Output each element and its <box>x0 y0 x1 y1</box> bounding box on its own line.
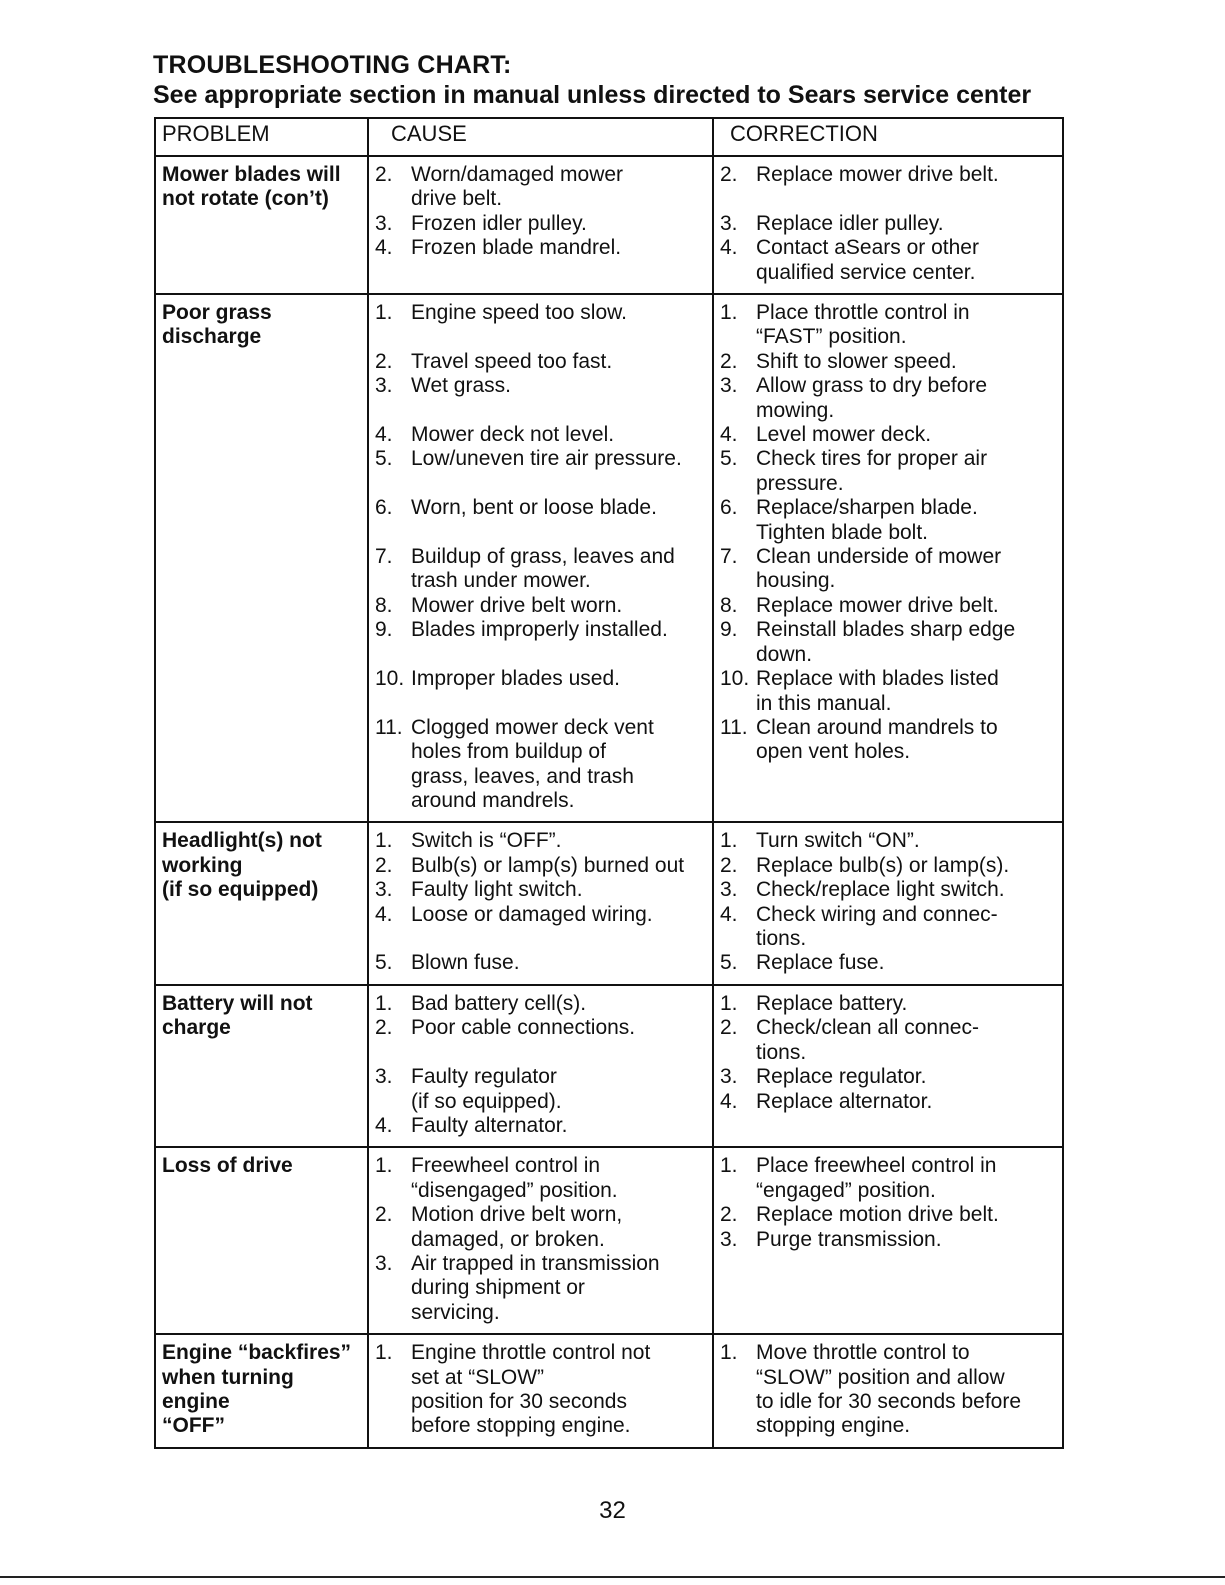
item-number: 5. <box>720 447 738 471</box>
item-text: Place throttle control in “FAST” position. <box>756 301 970 349</box>
correction-item <box>720 1203 1060 1227</box>
item-text: Wet grass. <box>411 374 511 398</box>
header-correction: CORRECTION <box>713 118 1063 156</box>
item-text: Check tires for proper air pressure. <box>756 447 988 495</box>
item-number: 3. <box>720 1065 738 1089</box>
cause-item <box>375 496 710 520</box>
cause-item <box>375 1203 710 1252</box>
item-text: Replace bulb(s) or lamp(s). <box>756 853 1010 877</box>
item-text: Clean around mandrels to open vent holes. <box>756 715 998 764</box>
item-text: Frozen idler pulley. <box>411 211 587 235</box>
item-number: 4. <box>720 902 738 926</box>
cause-item <box>375 545 710 594</box>
item-text: Replace battery. <box>756 991 908 1015</box>
correction-item <box>720 1090 1060 1114</box>
item-number: 1. <box>720 991 738 1015</box>
cause-cell <box>368 1334 713 1448</box>
item-number: 1. <box>375 991 393 1015</box>
item-text: Motion drive belt worn, damaged, or broken. <box>411 1203 623 1251</box>
item-number: 3. <box>720 211 738 235</box>
item-text: Faulty regulator (if so equipped). <box>411 1065 562 1113</box>
item-number: 5. <box>720 951 738 975</box>
correction-item <box>720 423 1060 447</box>
item-number: 2. <box>375 1016 393 1040</box>
item-number: 3. <box>375 1251 393 1275</box>
item-text: Replace mower drive belt. <box>756 593 999 617</box>
item-number: 3. <box>720 878 738 902</box>
cause-item <box>375 618 710 642</box>
item-text: Replace motion drive belt. <box>756 1203 999 1227</box>
cause-item <box>375 350 710 374</box>
item-number: 2. <box>720 853 738 877</box>
item-text: Frozen blade mandrel. <box>411 236 622 260</box>
item-text: Level mower deck. <box>756 423 932 447</box>
problem-cell: Poor grass discharge <box>155 294 368 822</box>
item-number: 2. <box>720 163 738 186</box>
item-number: 4. <box>375 236 393 260</box>
item-number: 4. <box>375 902 393 926</box>
item-text: Mower deck not level. <box>411 423 615 447</box>
correction-item <box>720 667 1060 716</box>
item-text: Replace mower drive belt. <box>756 163 999 186</box>
item-text: Worn, bent or loose blade. <box>411 496 657 520</box>
cause-item <box>375 951 710 975</box>
correction-cell <box>713 985 1063 1147</box>
line-spacer <box>375 927 710 951</box>
item-text: Check/replace light switch. <box>756 878 1005 902</box>
bottom-divider <box>0 1576 1225 1578</box>
item-text: Worn/damaged mower drive belt. <box>411 163 624 211</box>
cause-item <box>375 992 710 1016</box>
chart-subtitle: See appropriate section in manual unless directed to Sears service center <box>153 81 1032 109</box>
correction-item <box>720 951 1060 975</box>
correction-cell <box>713 294 1063 822</box>
correction-item <box>720 1341 1060 1439</box>
item-number: 2. <box>375 1203 393 1227</box>
item-text: Engine throttle control not set at “SLOW” position for 30 seconds before stopping engine. <box>411 1341 651 1438</box>
correction-item <box>720 236 1060 285</box>
problem-cell: Battery will not charge <box>155 985 368 1147</box>
item-number: 1. <box>720 1341 738 1365</box>
cause-item <box>375 423 710 447</box>
cause-item <box>375 594 710 618</box>
item-number: 9. <box>375 618 393 642</box>
item-text: Shift to slower speed. <box>756 349 957 373</box>
item-text: Purge transmission. <box>756 1227 942 1251</box>
item-text: Bad battery cell(s). <box>411 991 587 1015</box>
cause-item <box>375 1154 710 1203</box>
line-spacer <box>375 325 710 349</box>
chart-title: TROUBLESHOOTING CHART: <box>153 51 512 79</box>
line-spacer <box>375 643 710 667</box>
item-number: 2. <box>375 349 393 373</box>
item-text: Air trapped in transmission during shipment or servicing. <box>411 1251 660 1324</box>
cause-item <box>375 236 710 260</box>
item-number: 4. <box>375 1113 393 1137</box>
item-number: 1. <box>375 1154 393 1178</box>
cause-cell <box>368 156 713 294</box>
cause-item <box>375 667 710 691</box>
item-number: 1. <box>375 829 393 853</box>
cause-item <box>375 903 710 927</box>
table-body <box>155 156 1063 1448</box>
item-number: 1. <box>720 829 738 853</box>
cause-item <box>375 878 710 902</box>
item-number: 10. <box>375 667 405 691</box>
correction-item <box>720 374 1060 423</box>
correction-item <box>720 301 1060 350</box>
correction-item <box>720 447 1060 496</box>
item-text: Replace alternator. <box>756 1089 933 1113</box>
item-number: 2. <box>720 1016 738 1040</box>
item-text: Faulty alternator. <box>411 1113 568 1137</box>
cause-item <box>375 301 710 325</box>
item-number: 2. <box>720 349 738 373</box>
item-text: Freewheel control in “disengaged” position. <box>411 1154 618 1202</box>
cause-item <box>375 1016 710 1040</box>
item-text: Blades improperly installed. <box>411 618 668 642</box>
correction-item <box>720 545 1060 594</box>
problem-cell: Loss of drive <box>155 1147 368 1334</box>
item-number: 6. <box>375 496 393 520</box>
line-spacer <box>375 472 710 496</box>
cause-cell <box>368 985 713 1147</box>
correction-item <box>720 163 1060 187</box>
item-text: Replace idler pulley. <box>756 211 944 235</box>
item-text: Clean underside of mower housing. <box>756 545 1002 593</box>
item-number: 3. <box>375 374 393 398</box>
table-row <box>155 156 1063 294</box>
item-text: Travel speed too fast. <box>411 349 613 373</box>
item-number: 4. <box>720 1089 738 1113</box>
item-text: Mower drive belt worn. <box>411 593 623 617</box>
item-text: Contact aSears or other qualified service center. <box>756 236 979 284</box>
item-number: 2. <box>375 853 393 877</box>
item-number: 4. <box>720 423 738 447</box>
header-cause: CAUSE <box>368 118 713 156</box>
item-number: 9. <box>720 618 738 642</box>
correction-item <box>720 1154 1060 1203</box>
table-row <box>155 822 1063 984</box>
item-text: Loose or damaged wiring. <box>411 902 653 926</box>
item-text: Improper blades used. <box>411 667 620 691</box>
correction-item <box>720 350 1060 374</box>
cause-item <box>375 854 710 878</box>
item-text: Low/uneven tire air pressure. <box>411 447 682 471</box>
item-text: Reinstall blades sharp edge down. <box>756 618 1016 666</box>
item-text: Replace/sharpen blade. Tighten blade bolt. <box>756 496 978 544</box>
item-number: 2. <box>375 163 393 186</box>
correction-item <box>720 903 1060 952</box>
item-number: 6. <box>720 496 738 520</box>
table-row <box>155 1334 1063 1448</box>
correction-item <box>720 992 1060 1016</box>
page-number: 32 <box>599 1497 626 1524</box>
item-number: 4. <box>375 423 393 447</box>
item-text: Turn switch “ON”. <box>756 829 920 853</box>
correction-item <box>720 1228 1060 1252</box>
item-number: 5. <box>375 447 393 471</box>
item-number: 10. <box>720 667 750 691</box>
item-number: 11. <box>720 715 748 739</box>
item-text: Faulty light switch. <box>411 878 583 902</box>
item-text: Buildup of grass, leaves and trash under mower. <box>411 545 675 593</box>
cause-cell <box>368 1147 713 1334</box>
item-number: 3. <box>720 374 738 398</box>
line-spacer <box>375 1041 710 1065</box>
item-number: 7. <box>375 545 393 569</box>
correction-cell <box>713 822 1063 984</box>
troubleshooting-table <box>154 117 1064 1449</box>
item-number: 1. <box>720 1154 738 1178</box>
item-text: Bulb(s) or lamp(s) burned out <box>411 853 685 877</box>
line-spacer <box>720 187 1060 211</box>
item-number: 3. <box>720 1227 738 1251</box>
item-number: 1. <box>375 301 393 325</box>
item-text: Blown fuse. <box>411 951 520 975</box>
item-text: Clogged mower deck vent holes from buildup of grass, leaves, and trash around mandrels. <box>411 715 654 813</box>
item-text: Replace fuse. <box>756 951 885 975</box>
cause-cell <box>368 822 713 984</box>
line-spacer <box>375 691 710 715</box>
correction-item <box>720 618 1060 667</box>
cause-item <box>375 829 710 853</box>
item-number: 8. <box>720 593 738 617</box>
item-text: Move throttle control to “SLOW” position and allow to idle for 30 seconds before stopping engine. <box>756 1341 1022 1438</box>
correction-item <box>720 854 1060 878</box>
line-spacer <box>375 521 710 545</box>
problem-cell: Engine “backfires” when turning engine “OFF” <box>155 1334 368 1448</box>
item-text: Engine speed too slow. <box>411 301 627 325</box>
correction-item <box>720 212 1060 236</box>
table-row <box>155 294 1063 822</box>
correction-item <box>720 496 1060 545</box>
item-text: Check wiring and connec- tions. <box>756 902 998 951</box>
item-number: 3. <box>375 878 393 902</box>
item-text: Place freewheel control in “engaged” position. <box>756 1154 997 1202</box>
cause-item <box>375 1252 710 1325</box>
item-text: Check/clean all connec- tions. <box>756 1016 979 1064</box>
item-number: 3. <box>375 1065 393 1089</box>
table-row <box>155 1147 1063 1334</box>
correction-cell <box>713 156 1063 294</box>
item-number: 8. <box>375 593 393 617</box>
item-text: Replace with blades listed in this manual. <box>756 667 999 715</box>
item-text: Poor cable connections. <box>411 1016 636 1040</box>
header-problem: PROBLEM <box>155 118 368 156</box>
correction-item <box>720 594 1060 618</box>
correction-item <box>720 829 1060 853</box>
table-row <box>155 985 1063 1147</box>
item-text: Switch is “OFF”. <box>411 829 562 853</box>
correction-item <box>720 878 1060 902</box>
cause-cell <box>368 294 713 822</box>
item-text: Replace regulator. <box>756 1065 927 1089</box>
table-header-row <box>155 118 1063 156</box>
item-number: 11. <box>375 715 403 739</box>
item-number: 5. <box>375 951 393 975</box>
item-number: 1. <box>720 301 738 325</box>
item-number: 4. <box>720 236 738 260</box>
correction-item <box>720 716 1060 765</box>
problem-cell: Mower blades will not rotate (con’t) <box>155 156 368 294</box>
item-number: 3. <box>375 211 393 235</box>
correction-item <box>720 1016 1060 1065</box>
correction-cell <box>713 1334 1063 1448</box>
item-number: 1. <box>375 1341 393 1365</box>
cause-item <box>375 1114 710 1138</box>
problem-cell: Headlight(s) not working (if so equipped) <box>155 822 368 984</box>
item-number: 7. <box>720 545 738 569</box>
cause-item <box>375 1341 710 1439</box>
correction-cell <box>713 1147 1063 1334</box>
cause-item <box>375 212 710 236</box>
item-number: 2. <box>720 1203 738 1227</box>
cause-item <box>375 447 710 471</box>
cause-item <box>375 163 710 212</box>
cause-item <box>375 374 710 398</box>
cause-item <box>375 716 710 814</box>
correction-item <box>720 1065 1060 1089</box>
item-text: Allow grass to dry before mowing. <box>756 374 988 422</box>
cause-item <box>375 1065 710 1114</box>
line-spacer <box>375 399 710 423</box>
